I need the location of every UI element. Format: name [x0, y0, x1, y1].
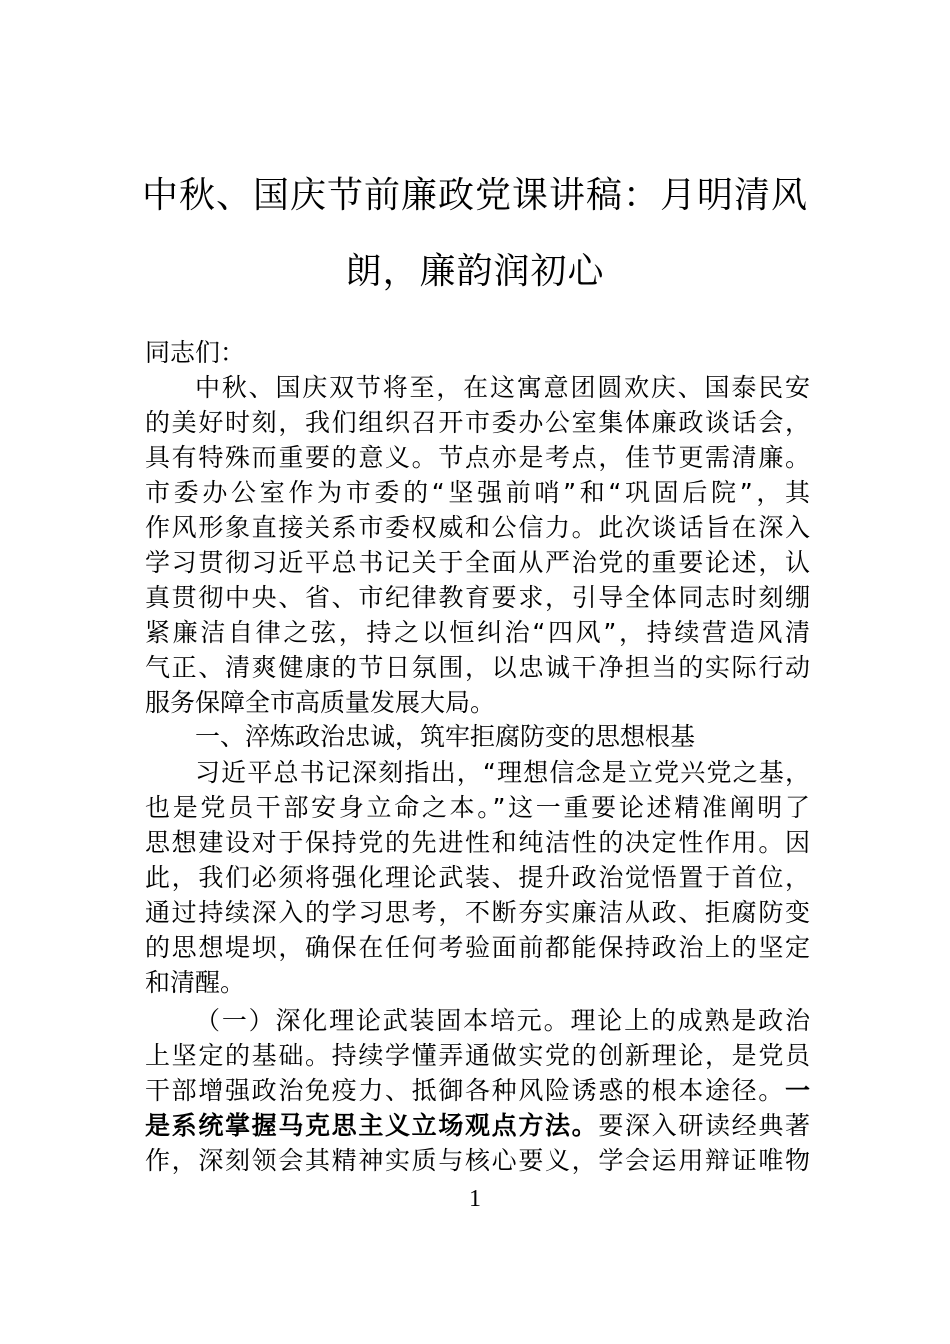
intro-paragraph	[145, 370, 810, 720]
section-heading: 一、淬炼政治忠诚，筑牢拒腐防变的思想根基	[195, 723, 696, 751]
intro-line: 学习贯彻习近平总书记关于全面从严治党的重要论述，认	[145, 548, 810, 577]
intro-line: 气正、清爽健康的节日氛围，以忠诚干净担当的实际行动	[145, 653, 810, 682]
section1-paragraph	[145, 755, 810, 1000]
section1-line: 通过持续深入的学习思考，不断夯实廉洁从政、拒腐防变	[145, 898, 810, 927]
document-body	[145, 335, 810, 1178]
bold-point-marker: 一	[784, 1076, 810, 1105]
intro-line: 服务保障全市高质量发展大局。	[145, 688, 496, 717]
intro-line: 市委办公室作为市委的“坚强前哨”和“巩固后院”，其	[145, 478, 810, 507]
intro-line: 的美好时刻，我们组织召开市委办公室集体廉政谈话会，	[145, 408, 810, 437]
bold-point-title: 是系统掌握马克思主义立场观点方法。	[145, 1111, 599, 1140]
section1-line: 的思想堤坝，确保在任何考验面前都能保持政治上的坚定	[145, 933, 810, 962]
salutation: 同志们：	[145, 338, 246, 367]
subsection1-line: 上坚定的基础。持续学懂弄通做实党的创新理论，是党员	[145, 1041, 810, 1070]
intro-line: 作风形象直接关系市委权威和公信力。此次谈话旨在深入	[145, 513, 810, 542]
title-line-2: 朗，廉韵润初心	[345, 251, 605, 292]
title-line-1: 中秋、国庆节前廉政党课讲稿：月明清风	[141, 175, 808, 216]
intro-line: 具有特殊而重要的意义。节点亦是考点，佳节更需清廉。	[145, 443, 810, 472]
subsection1-line	[145, 1073, 810, 1108]
subsection1-line	[145, 1108, 810, 1143]
subsection1-line: 作，深刻领会其精神实质与核心要义，学会运用辩证唯物	[145, 1146, 810, 1175]
subsection1-text: 干部增强政治免疫力、抵御各种风险诱惑的根本途径。	[145, 1076, 785, 1105]
page-number: 1	[469, 1186, 481, 1212]
intro-line: 中秋、国庆双节将至，在这寓意团圆欢庆、国泰民安	[195, 373, 810, 402]
subsection1-text: 要深入研读经典著	[598, 1111, 810, 1140]
section1-line: 和清醒。	[145, 968, 246, 997]
section1-line: 此，我们必须将强化理论武装、提升政治觉悟置于首位，	[145, 863, 810, 892]
section1-line: 思想建设对于保持党的先进性和纯洁性的决定性作用。因	[145, 828, 810, 857]
intro-line: 真贯彻中央、省、市纪律教育要求，引导全体同志时刻绷	[145, 583, 810, 612]
document-title	[140, 158, 810, 310]
subsection1-paragraph	[145, 1003, 810, 1178]
intro-line: 紧廉洁自律之弦，持之以恒纠治“四风”，持续营造风清	[145, 618, 810, 647]
section1-line: 习近平总书记深刻指出，“理想信念是立党兴党之基，	[195, 758, 810, 787]
section1-line: 也是党员干部安身立命之本。”这一重要论述精准阐明了	[145, 793, 810, 822]
subsection1-line: （一）深化理论武装固本培元。理论上的成熟是政治	[195, 1006, 810, 1035]
